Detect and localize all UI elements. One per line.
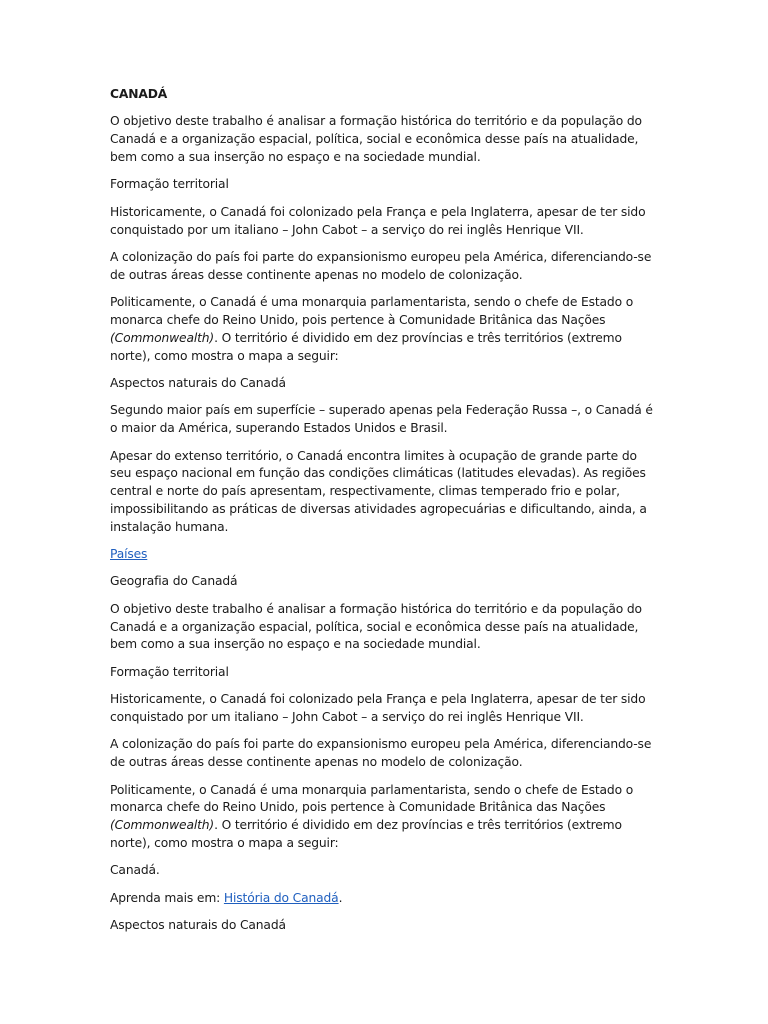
paragraph-politicamente-text-b: . O território é dividido em dez províncias e três territórios (extremo norte), como mostra o mapa a seguir: [110, 330, 622, 363]
aprenda-suffix: . [338, 890, 343, 905]
paragraph-aprenda [110, 890, 660, 908]
section-heading-formacao: Formação territorial [110, 177, 229, 192]
paragraph-historicamente-repeat: Historicamente, o Canadá foi colonizado pela França e pela Inglaterra, apesar de ter sido conquistado por um italiano – John Cabot – a serviço do rei inglês Henrique VII. [110, 692, 646, 725]
section-heading-aspectos-repeat: Aspectos naturais do Canadá [110, 918, 286, 933]
paragraph-politicamente-repeat [110, 782, 660, 853]
commonwealth-italic-repeat: (Commonwealth) [110, 818, 215, 833]
section-heading-aspectos: Aspectos naturais do Canadá [110, 375, 286, 390]
paragraph-intro-repeat: O objetivo deste trabalho é analisar a formação histórica do território e da população do Canadá e a organização espacial, política, social e econômica desse país na atualidade, bem como a sua inserção no espaço e na sociedade mundial. [110, 601, 642, 652]
document-body [110, 86, 660, 945]
paragraph-colonizacao: A colonização do país foi parte do expansionismo europeu pela América, diferenciando-se de outras áreas desse continente apenas no modelo de colonização. [110, 249, 652, 282]
paragraph-intro: O objetivo deste trabalho é analisar a formação histórica do território e da população do Canadá e a organização espacial, política, social e econômica desse país na atualidade, bem como a sua inserção no espaço e na sociedade mundial. [110, 114, 642, 164]
paragraph-politicamente-repeat-text-a: Politicamente, o Canadá é uma monarquia parlamentarista, sendo o chefe de Estado o monarca chefe do Reino Unido, pois pertence à Comunidade Britânica das Nações [110, 782, 634, 815]
document-title: CANADÁ [110, 87, 168, 101]
map-caption: Canadá. [110, 863, 160, 878]
paragraph-politicamente-text-a: Politicamente, o Canadá é uma monarquia parlamentarista, sendo o chefe de Estado o monarca chefe do Reino Unido, pois pertence à Comunidade Britânica das Nações [110, 295, 634, 327]
commonwealth-italic: (Commonwealth) [110, 330, 215, 345]
paragraph-apesar: Apesar do extenso território, o Canadá encontra limites à ocupação de grande parte do seu espaço nacional em função das condições climáticas (latitudes elevadas). As regiões central e norte do país apresentam, respectivamente, climas temperado frio e polar, impossibilitando as práticas de diversas atividades agropecuárias e dificultando, ainda, a instalação humana. [110, 448, 647, 534]
section-heading-formacao-repeat: Formação territorial [110, 664, 229, 679]
paragraph-politicamente-repeat-text-b: . O território é dividido em dez províncias e três territórios (extremo norte), como mostra o mapa a seguir: [110, 818, 622, 850]
paragraph-historicamente: Historicamente, o Canadá foi colonizado pela França e pela Inglaterra, apesar de ter sido conquistado por um italiano – John Cabot – a serviço do rei inglês Henrique VII. [110, 204, 646, 237]
paragraph-colonizacao-repeat: A colonização do país foi parte do expansionismo europeu pela América, diferenciando-se de outras áreas desse continente apenas no modelo de colonização. [110, 737, 652, 770]
link-paises-row [110, 546, 660, 564]
paragraph-politicamente [110, 294, 660, 365]
historia-do-canada-link[interactable]: História do Canadá [223, 890, 339, 905]
section-heading-geografia: Geografia do Canadá [110, 574, 238, 589]
paragraph-segundo: Segundo maior país em superfície – superado apenas pela Federação Russa –, o Canadá é o maior da América, superando Estados Unidos e Brasil. [110, 403, 653, 436]
paises-link[interactable]: Países [110, 547, 148, 562]
aprenda-prefix: Aprenda mais em: [110, 890, 224, 905]
